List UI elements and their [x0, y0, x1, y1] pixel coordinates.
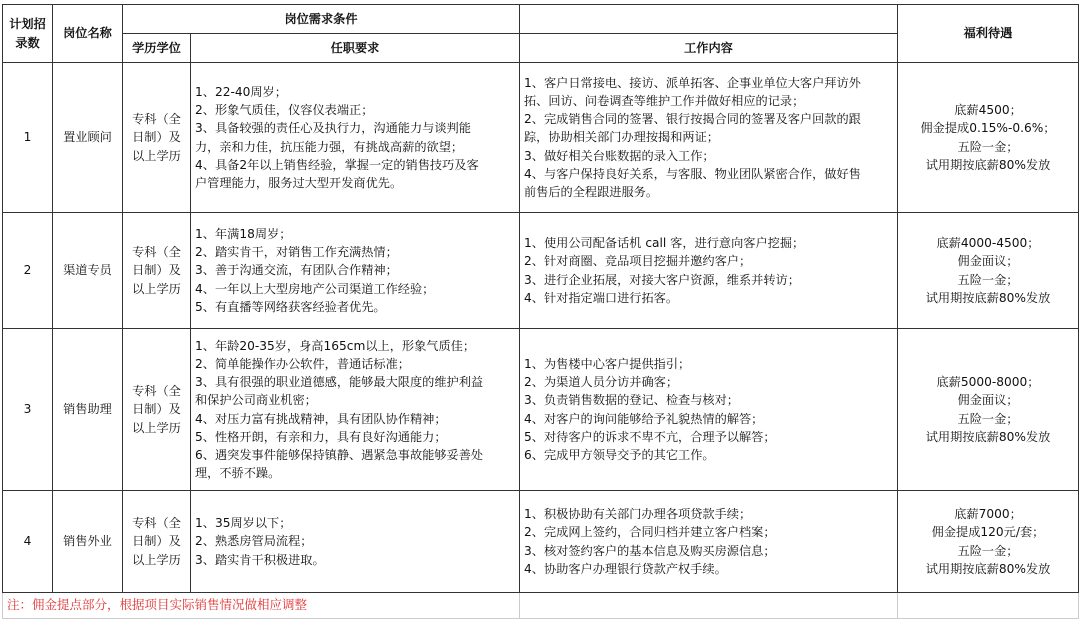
row-count: 2: [3, 213, 53, 329]
row-count: 4: [3, 491, 53, 593]
row-job-content: 1、客户日常接电、接访、派单拓客、企事业单位大客户拜访外 拓、回访、问卷调查等维护工作并做好相应的记录； 2、完成销售合同的签署、银行按揭合同的签署及客户回款的跟 踪，协助相关部门办理按揭和两证； 3、做好相关台账数据的录入工作； 4、与客户保持良好关系，与客服、物业团队紧密合作，做好售 前售后的全程跟进服务。: [520, 63, 898, 213]
row-benefits: 底薪4500； 佣金提成0.15%-0.6%； 五险一金； 试用期按底薪80%发放: [898, 63, 1079, 213]
row-job-content: 1、使用公司配备话机 call 客，进行意向客户挖掘； 2、针对商圈、竞品项目挖掘并邀约客户； 3、进行企业拓展，对接大客户资源，维系并转访； 4、针对指定端口进行拓客。: [520, 213, 898, 329]
row-benefits: 底薪4000-4500； 佣金面议； 五险一金； 试用期按底薪80%发放: [898, 213, 1079, 329]
note-blank-2: [898, 593, 1079, 619]
row-qualifications: 1、年龄20-35岁，身高165cm以上，形象气质佳； 2、简单能操作办公软件，普通话标准； 3、具有很强的职业道德感，能够最大限度的维护利益 和保护公司商业机密； 4、对压力富有挑战精神，具有团队协作精神； 5、性格开朗，有亲和力，具有良好沟通能力； 6、遇突发事件能够保持镇静、遇紧急事故能够妥善处 理，不骄不躁。: [191, 329, 520, 491]
row-education: 专科（全 日制）及 以上学历: [123, 329, 191, 491]
note-cell: [3, 593, 520, 619]
row-qualifications: 1、35周岁以下； 2、熟悉房管局流程； 3、踏实肯干积极进取。: [191, 491, 520, 593]
note-blank-1: [520, 593, 898, 619]
header-requirements-group: 岗位需求条件: [123, 5, 520, 34]
header-benefits: 福利待遇: [898, 5, 1079, 63]
row-benefits: 底薪5000-8000； 佣金面议； 五险一金； 试用期按底薪80%发放: [898, 329, 1079, 491]
table-row: [3, 491, 1079, 593]
row-education: 专科（全 日制）及 以上学历: [123, 491, 191, 593]
row-position: 渠道专员: [53, 213, 123, 329]
header-qualifications: 任职要求: [191, 34, 520, 63]
footnote: 注：佣金提点部分，根据项目实际销售情况做相应调整: [7, 597, 308, 613]
table-row: [3, 213, 1079, 329]
header-education: 学历学位: [123, 34, 191, 63]
row-qualifications: 1、年满18周岁； 2、踏实肯干，对销售工作充满热情； 3、善于沟通交流，有团队合作精神； 4、一年以上大型房地产公司渠道工作经验； 5、有直播等网络获客经验者优先。: [191, 213, 520, 329]
row-position: 置业顾问: [53, 63, 123, 213]
row-education: 专科（全 日制）及 以上学历: [123, 63, 191, 213]
table-row: [3, 63, 1079, 213]
row-position: 销售助理: [53, 329, 123, 491]
recruitment-table: [2, 4, 1079, 619]
row-qualifications: 1、22-40周岁； 2、形象气质佳，仪容仪表端正； 3、具备较强的责任心及执行力，沟通能力与谈判能 力，亲和力佳，抗压能力强，有挑战高薪的欲望； 4、具备2年以上销售经验，掌握一定的销售技巧及客 户管理能力，服务过大型开发商优先。: [191, 63, 520, 213]
row-job-content: 1、为售楼中心客户提供指引； 2、为渠道人员分访并确客； 3、负责销售数据的登记、检查与核对； 4、对客户的询问能够给予礼貌热情的解答； 5、对待客户的诉求不卑不亢，合理予以解答； 6、完成甲方领导交予的其它工作。: [520, 329, 898, 491]
row-count: 1: [3, 63, 53, 213]
row-count: 3: [3, 329, 53, 491]
header-plan-count: 计划招录数: [3, 5, 53, 63]
header-blank: [520, 5, 898, 34]
header-position: 岗位名称: [53, 5, 123, 63]
row-position: 销售外业: [53, 491, 123, 593]
row-education: 专科（全 日制）及 以上学历: [123, 213, 191, 329]
row-benefits: 底薪7000； 佣金提成120元/套； 五险一金； 试用期按底薪80%发放: [898, 491, 1079, 593]
note-row: [3, 593, 1079, 619]
header-job-content: 工作内容: [520, 34, 898, 63]
header-row-1: [3, 5, 1079, 34]
row-job-content: 1、积极协助有关部门办理各项贷款手续； 2、完成网上签约，合同归档并建立客户档案； 3、核对签约客户的基本信息及购买房源信息； 4、协助客户办理银行贷款产权手续。: [520, 491, 898, 593]
table-row: [3, 329, 1079, 491]
